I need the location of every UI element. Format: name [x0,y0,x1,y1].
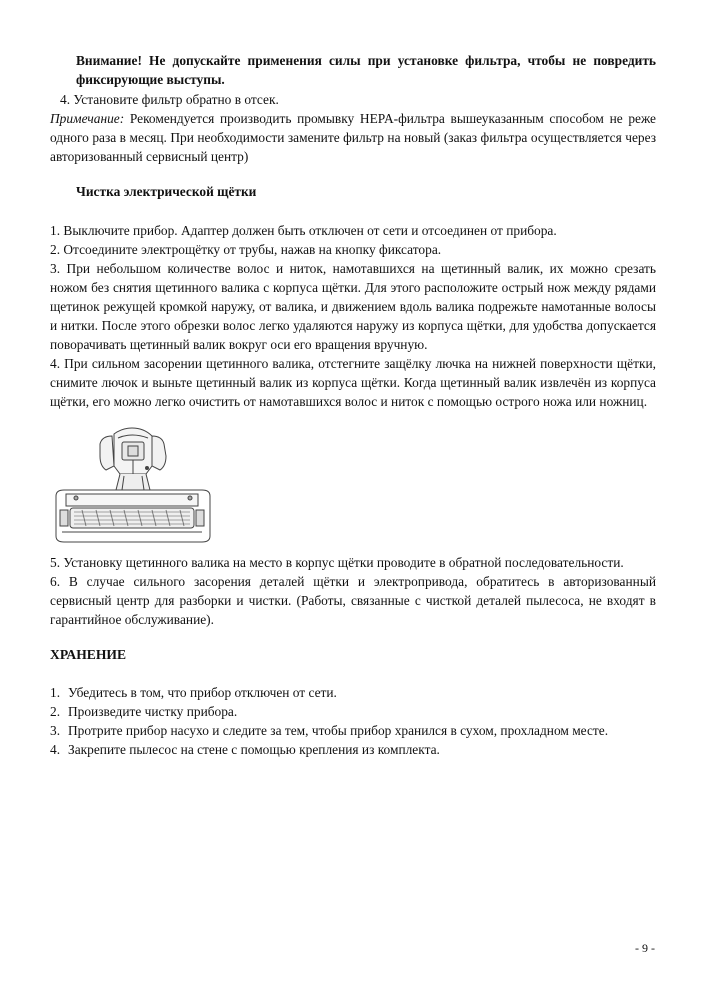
brush-cleaning-heading: Чистка электрической щётки [76,184,257,199]
brush-step: 2. Отсоедините электрощётку от трубы, нажав на кнопку фиксатора. [50,242,442,257]
list-item [50,702,656,721]
list-item-number: 3. [50,723,61,738]
list-item-number: 1. [50,685,61,700]
list-item [50,740,656,759]
filter-warning: Внимание! Не допускайте применения силы при установке фильтра, чтобы не повредить фиксирующие выступы. [76,53,656,87]
brush-step: 5. Установку щетинного валика на место в корпус щётки проводите в обратной последовательности. [50,555,624,570]
filter-step-4: 4. Установите фильтр обратно в отсек. [60,92,279,107]
electric-brush-illustration [52,426,212,544]
note-text: Рекомендуется производить промывку HEPA-фильтра вышеуказанным способом не реже одного раза в месяц. При необходимости замените фильтр на новый (заказ фильтра осуществляется через авторизованный сервисный центр) [50,111,656,164]
list-item-text: Закрепите пылесос на стене с помощью крепления из комплекта. [68,742,440,757]
note-label: Примечание: [50,111,125,126]
list-item-text: Убедитесь в том, что прибор отключен от сети. [68,685,337,700]
storage-heading: ХРАНЕНИЕ [50,647,127,662]
list-item [50,683,656,702]
list-item-number: 2. [50,704,61,719]
brush-step: 4. При сильном засорении щетинного валика, отстегните защёлку лючка на нижней поверхности щётки, снимите лючок и выньте щетинный валик из корпуса щётки. Когда щетинный валик извлечён из корпуса щётки, его можно легко очистить от намотавшихся волос и ниток с помощью острого ножа или ножниц. [50,356,656,409]
brush-cleaning-steps-after [50,553,656,629]
storage-list [50,683,656,759]
list-item-text: Произведите чистку прибора. [68,704,238,719]
page-number: - 9 - [635,941,655,955]
list-item [50,721,656,740]
list-item-text: Протрите прибор насухо и следите за тем, чтобы прибор хранился в сухом, прохладном месте. [68,723,609,738]
filter-note [50,109,656,166]
brush-step: 3. При небольшом количестве волос и ниток, намотавшихся на щетинный валик, их можно срезать ножом без снятия щетинного валика с корпуса щётки. Для этого расположите острый нож между рядами щетинок режущей кромкой наружу, от валика, и движением вдоль валика подрежьте намотанные волосы и нитки. После этого обрезки волос легко удаляются наружу из корпуса щётки, для удобства допускается поворачивать щетинный валик вокруг оси его вращения вручную. [50,261,656,352]
list-item-number: 4. [50,742,61,757]
brush-cleaning-steps [50,221,656,411]
brush-step: 1. Выключите прибор. Адаптер должен быть отключен от сети и отсоединен от прибора. [50,223,557,238]
brush-step: 6. В случае сильного засорения деталей щётки и электропривода, обратитесь в авторизованный сервисный центр для разборки и чистки. (Работы, связанные с чисткой деталей пылесоса, не входят в гарантийное обслуживание). [50,574,656,627]
